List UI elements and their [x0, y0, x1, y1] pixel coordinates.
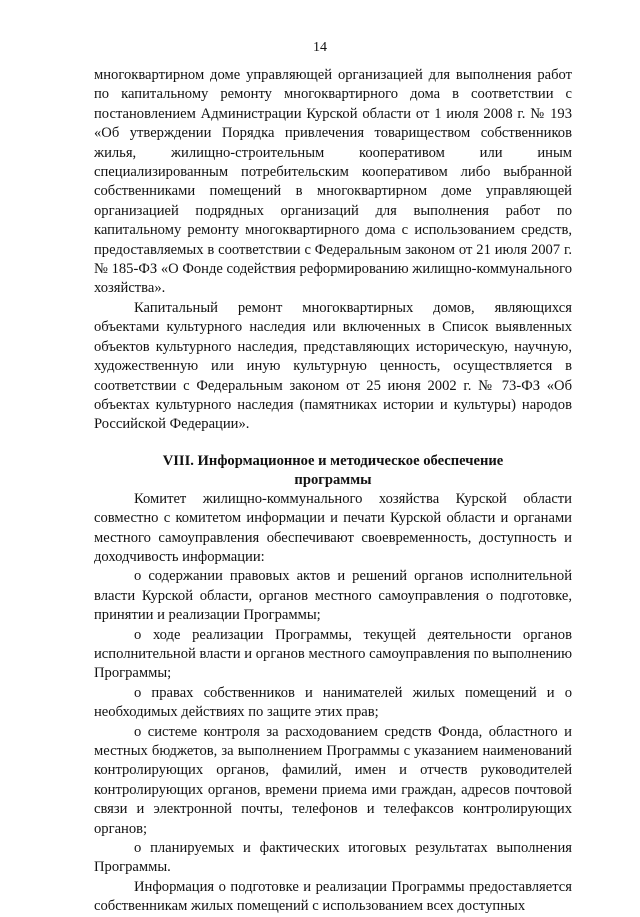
list-item: о ходе реализации Программы, текущей деятельности органов исполнительной власти и органов местного самоуправления по выполнению Программы; — [94, 626, 572, 682]
list-item: о планируемых и фактических итоговых результатах выполнения Программы. — [94, 840, 572, 876]
closing-paragraph: Информация о подготовке и реализации Программы предоставляется собственникам жилых помещений с использованием всех доступных — [94, 878, 572, 915]
section-heading — [94, 452, 572, 490]
list-item: о содержании правовых актов и решений органов исполнительной власти Курской области, органов местного самоуправления о подготовке, принятии и реализации Программы; — [94, 568, 572, 624]
section-heading-line-1: VIII. Информационное и методическое обеспечение — [162, 452, 504, 469]
section-intro: Комитет жилищно-коммунального хозяйства Курской области совместно с комитетом информации и печати Курской области и органами местного самоуправления обеспечивают своевременность, доступность и доходчивость информации: — [94, 490, 572, 565]
list-item: о системе контроля за расходованием средств Фонда, областного и местных бюджетов, за выполнением Программы с указанием наименований контролирующих органов, фамилий, имен и отчеств руководителей контролирующих органов, времени приема ими граждан, адресов почтовой связи и электронной почты, телефонов и телефаксов контролирующих органов; — [94, 723, 572, 837]
paragraph-continuation: многоквартирном доме управляющей организацией для выполнения работ по капитальному ремонту многоквартирного дома в соответствии с постановлением Администрации Курской области от 1 июля 2008 г. № 193 «Об утверждении Порядка привлечения товариществом собственников жилья, жилищно-строительным кооперативом или иным специализированным потребительским кооперативом либо выбранной собственниками помещений в многоквартирном доме управляющей организацией подрядных организаций для выполнения работ по капитальному ремонту многоквартирного дома с использованием средств, предоставляемых в соответствии с Федеральным законом от 21 июля 2007 г. № 185-ФЗ «О Фонде содействия реформированию жилищно-коммунального хозяйства». — [94, 67, 572, 297]
paragraph-cultural-heritage: Капитальный ремонт многоквартирных домов, являющихся объектами культурного наследия или включенных в Список выявленных объектов культурного наследия, представляющих историческую, научную, художественную или иную культурную ценность, осуществляется в соответствии с Федеральным законом от 25 июня 2002 г. № 73-ФЗ «Об объектах культурного наследия (памятниках истории и культуры) народов Российской Федерации». — [94, 299, 572, 433]
document-body — [94, 66, 572, 917]
list-item: о правах собственников и нанимателей жилых помещений и о необходимых действиях по защите этих прав; — [94, 684, 572, 721]
section-heading-line-2: программы — [294, 471, 372, 488]
page-number: 14 — [313, 40, 327, 55]
